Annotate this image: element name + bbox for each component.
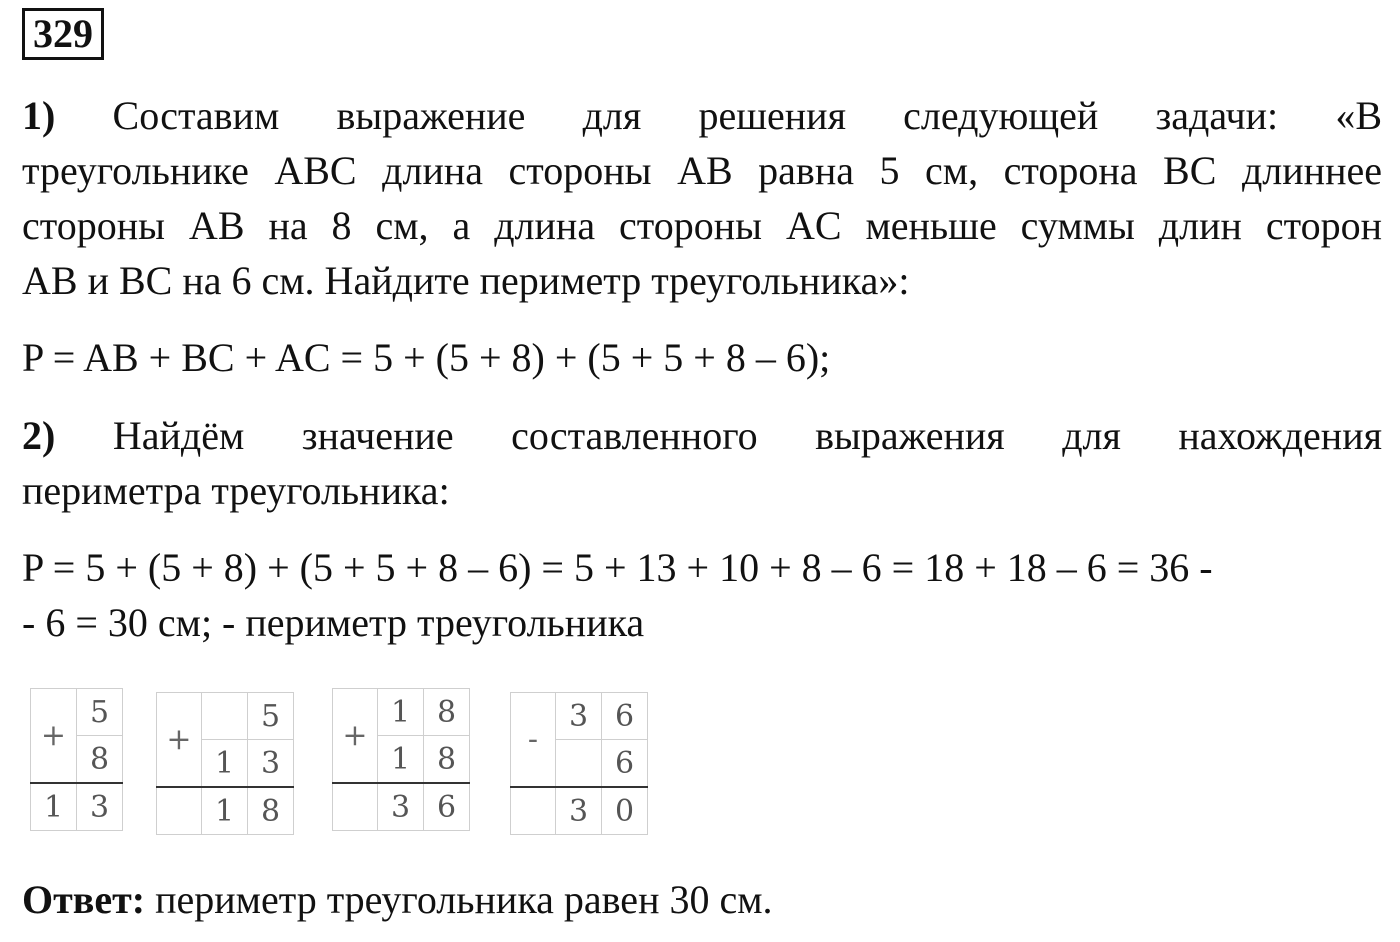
calc3-r2c0: 1 bbox=[378, 736, 424, 784]
calc4-res-empty bbox=[511, 787, 556, 835]
calc2-r1c1: 5 bbox=[248, 693, 294, 740]
step2-line1 bbox=[22, 408, 1382, 463]
column-calc-4 bbox=[510, 692, 648, 835]
answer-text: периметр треугольника равен 30 см. bbox=[145, 877, 773, 922]
calc1-res-c0: 1 bbox=[31, 783, 77, 831]
calc2-r2c0: 1 bbox=[202, 740, 248, 788]
step1-label: 1) bbox=[22, 93, 56, 138]
calc2-r1c0 bbox=[202, 693, 248, 740]
calc3-r2c1: 8 bbox=[424, 736, 470, 784]
step1-line1 bbox=[22, 88, 1382, 143]
calc3-res-c1: 6 bbox=[424, 783, 470, 831]
answer bbox=[22, 872, 1382, 927]
answer-label: Ответ: bbox=[22, 877, 146, 922]
calc2-r2c1: 3 bbox=[248, 740, 294, 788]
step2-text bbox=[22, 408, 1382, 518]
problem-number: 329 bbox=[22, 8, 104, 60]
calc4-r1c0: 3 bbox=[556, 693, 602, 740]
calc2-res-empty bbox=[157, 787, 202, 835]
calc4-r2c0 bbox=[556, 740, 602, 788]
step2-line1-text: Найдём значение составленного выражения для нахождения bbox=[112, 413, 1382, 458]
step2-label: 2) bbox=[22, 413, 56, 458]
calc4-res-c0: 3 bbox=[556, 787, 602, 835]
calc4-operator: - bbox=[511, 693, 556, 788]
calc1-r2c1: 8 bbox=[77, 736, 123, 784]
calc4-res-c1: 0 bbox=[602, 787, 648, 835]
calc4-r2c1: 6 bbox=[602, 740, 648, 788]
calc1-r1c1: 5 bbox=[77, 689, 123, 736]
step1-line3: стороны AB на 8 см, а длина стороны AC меньше суммы длин сторон bbox=[22, 203, 1382, 248]
column-calc-3 bbox=[332, 688, 470, 831]
step2-line2: периметра треугольника: bbox=[22, 468, 450, 513]
step2-calc-line2: - 6 = 30 см; - периметр треугольника bbox=[22, 600, 645, 645]
calc4-r1c1: 6 bbox=[602, 693, 648, 740]
step1-line1-text: Составим выражение для решения следующей задачи: «В bbox=[112, 93, 1383, 138]
column-calc-2 bbox=[156, 692, 294, 835]
step1-formula: P = AB + BC + AC = 5 + (5 + 8) + (5 + 5 + 8 – 6); bbox=[22, 335, 831, 380]
calc3-r1c1: 8 bbox=[424, 689, 470, 736]
calc2-res-c0: 1 bbox=[202, 787, 248, 835]
step1-line4: AB и BC на 6 см. Найдите периметр треугольника»: bbox=[22, 258, 910, 303]
calc3-operator: + bbox=[333, 689, 378, 784]
calc3-res-c0: 3 bbox=[378, 783, 424, 831]
step1-text bbox=[22, 88, 1382, 308]
calc1-operator: + bbox=[31, 689, 77, 784]
calc1-res-c1: 3 bbox=[77, 783, 123, 831]
column-calc-1 bbox=[30, 688, 123, 831]
calc3-res-empty bbox=[333, 783, 378, 831]
calc3-r1c0: 1 bbox=[378, 689, 424, 736]
calc2-res-c1: 8 bbox=[248, 787, 294, 835]
step1-line2: треугольнике ABC длина стороны AB равна 5 см, сторона BC длиннее bbox=[22, 148, 1382, 193]
calc2-operator: + bbox=[157, 693, 202, 788]
step2-calc-line1: P = 5 + (5 + 8) + (5 + 5 + 8 – 6) = 5 + 13 + 10 + 8 – 6 = 18 + 18 – 6 = 36 - bbox=[22, 545, 1213, 590]
step2-calculation bbox=[22, 540, 1382, 650]
